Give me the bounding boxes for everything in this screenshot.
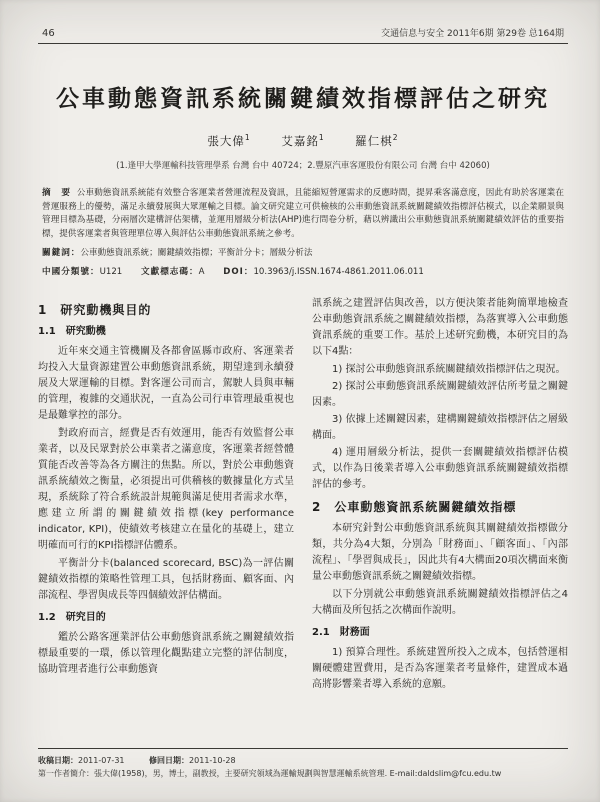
paragraph: 近年來交通主管機關及各都會區縣市政府、客運業者均投入大量資源建置公車動態資訊系統，期望達到永續發展及大眾運輸的目標。對客運公司而言，駕駛人員與車輛的管理，複雜的交通狀況，一直為公司行車管理最重視也是最難掌控的部分。 bbox=[38, 345, 294, 421]
objective-item: 1) 探討公車動態資訊系統關鍵績效指標評估之現況。 bbox=[332, 363, 566, 375]
author-affil-sup: 2 bbox=[392, 133, 399, 143]
author-name: 艾嘉銘$^1$ bbox=[281, 133, 325, 148]
objective-item: 2) 探討公車動態資訊系統關鍵績效評估所考量之關鍵因素。 bbox=[312, 380, 568, 408]
paragraph: 平衡計分卡(balanced scorecard, BSC)為一評估關鍵績效指標的策略性管理工具，包括財務面、顧客面、內部流程、學習與成長等四個績效評估構面。 bbox=[38, 557, 294, 601]
subsection-heading-1-1: 1.1 研究動機 bbox=[38, 325, 106, 337]
page-footer bbox=[38, 748, 568, 780]
paragraph: 以下分別就公車動態資訊系統關鍵績效指標評估之4大構面及所包括之次構面作說明。 bbox=[312, 588, 568, 616]
left-column bbox=[38, 296, 294, 695]
keywords-text: 公車動態資訊系統；關鍵績效指標；平衡計分卡；層級分析法 bbox=[80, 248, 313, 259]
body-columns bbox=[38, 296, 568, 695]
subsection-heading-1-2: 1.2 研究目的 bbox=[38, 611, 106, 623]
dates-line bbox=[38, 754, 568, 767]
doi: DOI：10.3963/j.ISSN.1674-4861.2011.06.011 bbox=[223, 266, 424, 277]
abstract-text: 公車動態資訊系統能有效整合客運業者營運流程及資訊，且能縮短營運需求的反應時間，提昇乘客滿意度，因此有助於客運業在營運服務上的優勢，滿足永續發展與大眾運輸之目標。論文研究建立可供檢核的公車動態資訊系統關鍵績效指標評估模式，以企業願景與管理目標為基礎，分兩層次建構評估架構，並運用層級分析法(AHP)進行問卷分析，藉以辨識出公車動態資訊系統關鍵績效評估的重要指標，提供客運業者與管理單位導入與評估公車動態資訊系統之參考。 bbox=[42, 188, 564, 239]
author-bio: 第一作者簡介：張大偉(1958)，男，博士，副教授，主要研究領域為運輸規劃與智慧運輸系統管理. E-mail:daldslim@fcu.edu.tw bbox=[38, 769, 502, 778]
document-code: 文獻標志碼：A bbox=[141, 266, 205, 277]
paper-title: 公車動態資訊系統關鍵績效指標評估之研究 bbox=[56, 85, 550, 112]
revised-date: 修回日期：2011-10-28 bbox=[149, 756, 236, 765]
paragraph: 對政府而言，經費是否有效運用，能否有效監督公車業者，以及民眾對於公車業者之滿意度，客運業者經營體質能否改善等為各方關注的焦點。所以，對於公車動態資訊系統績效之衡量，必須提出可供稽核的數據量化方式呈現，系統除了符合系統設計規範與滿足使用者需求水準，應建立所謂的關鍵績效指標(key performance indicator, KPI)，使績效考核建立在量化的基礎上，建立明確而可行的KPI指標評估體系。 bbox=[38, 427, 294, 551]
author-name: 羅仁棋$^2$ bbox=[355, 133, 399, 148]
paragraph: 本研究針對公車動態資訊系統與其關鍵績效指標做分類，共分為4大類，分別為「財務面」、「顧客面」、「內部流程」、「學習與成長」，因此共有4大構面20項次構面來衡量公車動態資訊系統之關鍵績效指標。 bbox=[312, 522, 568, 582]
authors-line bbox=[38, 133, 568, 149]
meta-line bbox=[42, 266, 564, 280]
objective-item: 4) 運用層級分析法，提供一套關鍵績效指標評估模式，以作為日後業者導入公車動態資訊系統關鍵績效指標評估的參考。 bbox=[312, 446, 568, 490]
section-heading-2: 2 公車動態資訊系統關鍵績效指標 bbox=[312, 499, 517, 514]
clc-number: 中國分類號：U121 bbox=[42, 266, 123, 277]
affiliation: (1.逢甲大學運輸科技管理學系 台灣 台中 40724；2.豐原汽車客運股份有限公司 台灣 台中 42060) bbox=[116, 161, 490, 171]
paragraph: 鑑於公路客運業評估公車動態資訊系統之關鍵績效指標最重要的一環，係以管理化觀點建立完整的評估制度，協助管理者進行公車動態資 bbox=[38, 631, 294, 675]
continuation-paragraph: 訊系統之建置評估與改善，以方便決策者能夠簡單地檢查公車動態資訊系統之關鍵績效指標，為落實導入公車動態資訊系統的重要工作。基於上述研究動機，本研究目的為以下4點： bbox=[312, 297, 568, 357]
abstract-block bbox=[42, 187, 564, 241]
objective-item: 3) 依據上述關鍵因素，建構關鍵績效指標評估之層級構面。 bbox=[312, 413, 568, 441]
received-date: 收稿日期：2011-07-31 bbox=[38, 756, 125, 765]
author-name: 張大偉$^1$ bbox=[207, 133, 251, 148]
keywords-line bbox=[42, 247, 564, 261]
author-affil-sup: 1 bbox=[318, 133, 325, 143]
right-column bbox=[312, 296, 568, 695]
journal-info: 交通信息与安全 2011年6期 第29卷 总164期 bbox=[381, 29, 564, 39]
page-header bbox=[38, 26, 568, 44]
paragraph: 1) 預算合理性。系統建置所投入之成本，包括營運相關硬體建置費用，是否為客運業者考量條件，建置成本過高將影響業者導入系統的意願。 bbox=[312, 646, 568, 690]
page-number: 46 bbox=[42, 28, 55, 39]
subsection-heading-2-1: 2.1 財務面 bbox=[312, 626, 370, 638]
author-affil-sup: 1 bbox=[244, 133, 251, 143]
section-heading-1: 1 研究動機與目的 bbox=[38, 302, 152, 317]
abstract-label: 摘 要 bbox=[42, 188, 72, 198]
keywords-label: 關鍵詞： bbox=[42, 248, 81, 259]
